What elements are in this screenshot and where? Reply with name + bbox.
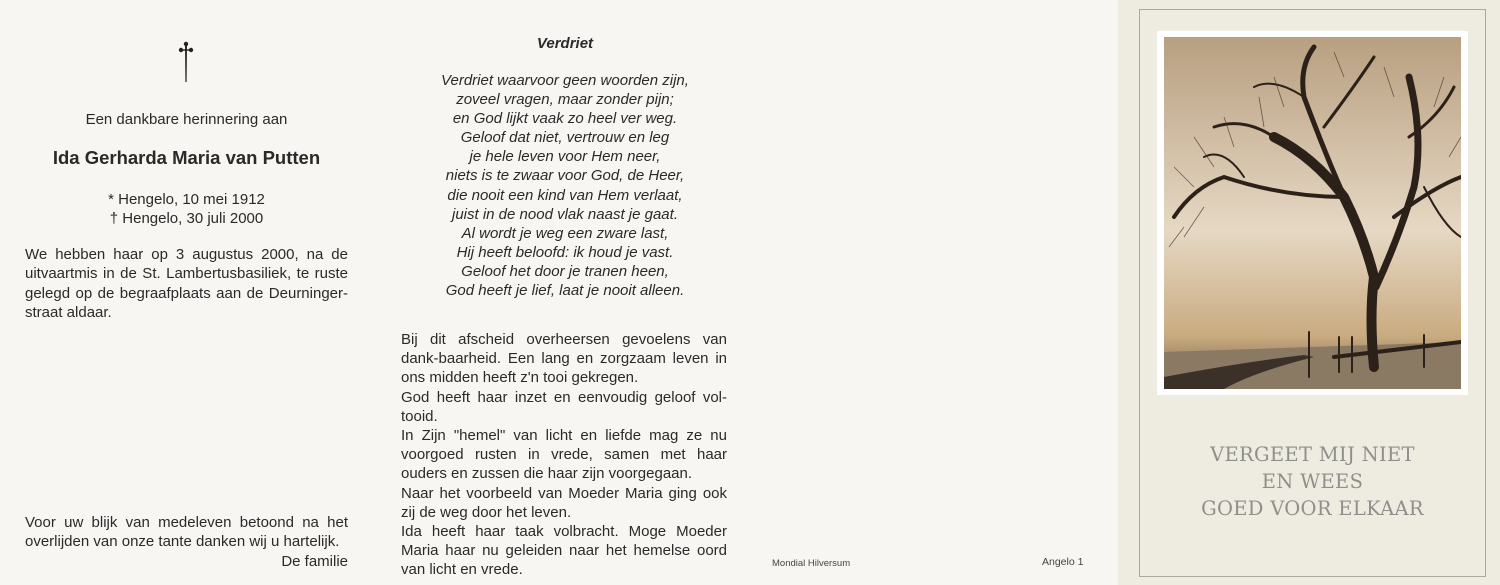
cover-motto: [1160, 441, 1465, 522]
motto-line: EN WEES: [1261, 470, 1364, 493]
poem-line: Verdriet waarvoor geen woorden zijn,: [441, 72, 689, 89]
motto-line: VERGEET MIJ NIET: [1210, 443, 1415, 466]
burial-text: We hebben haar op 3 augustus 2000, na de uitvaartmis in de St. Lambertusbasiliek, te ruste gelegd op de begraafplaats aan de Deurninger-straat aldaar.: [25, 246, 348, 321]
poem-line: Geloof dat niet, vertrouw en leg: [460, 129, 670, 147]
poem-line: Geloof het door je tranen heen,: [461, 262, 669, 280]
poem-line: Hij heeft beloofd: ik houd je vast.: [456, 243, 674, 261]
prose-paragraph: In Zijn "hemel" van licht en liefde mag ze nu voorgoed rusten in vrede, samen met haar ouders en zussen die haar zijn voorgegaan.: [401, 427, 727, 483]
prose-paragraph: Bij dit afscheid overheersen gevoelens van dank-baarheid. Een lang en zorgzaam leven in ons midden heeft z'n tooi gekregen.: [401, 331, 727, 387]
poem-title: Verdriet: [536, 35, 594, 52]
poem-line: Al wordt je weg een zware last,: [461, 224, 669, 242]
prose: [401, 330, 727, 580]
poem-line: je hele leven voor Hem neer,: [469, 148, 661, 166]
prose-paragraph: God heeft haar inzet en eenvoudig geloof vol-tooid.: [401, 388, 727, 425]
death-date: † Hengelo, 30 juli 2000: [109, 210, 264, 227]
poem-line: zoveel vragen, maar zonder pijn;: [456, 91, 674, 109]
thanks-text: Voor uw blijk van medeleven betoond na het overlijden van onze tante danken wij u hartelijk.: [25, 514, 348, 551]
printer-credit: Mondial Hilversum: [772, 558, 851, 569]
poem: [400, 71, 730, 300]
cross-icon: [176, 40, 196, 84]
dates: [25, 190, 348, 228]
poem-line: God heeft je lief, laat je nooit alleen.: [445, 282, 685, 300]
signature: De familie: [281, 552, 348, 570]
poem-line: juist in de nood vlak naast je gaat.: [452, 205, 678, 223]
poem-line: niets is te zwaar voor God, de Heer,: [445, 167, 685, 185]
prose-paragraph: Ida heeft haar taak volbracht. Moge Moeder Maria haar nu geleiden naar het hemelse oord van licht en vrede.: [401, 523, 727, 579]
thanks-block: [25, 513, 348, 571]
motto-line: GOED VOOR ELKAAR: [1201, 497, 1424, 520]
poem-line: die nooit een kind van Hem verlaat,: [447, 186, 683, 204]
prose-paragraph: Naar het voorbeeld van Moeder Maria ging ook zij de weg door het leven.: [401, 484, 727, 521]
birth-date: * Hengelo, 10 mei 1912: [108, 191, 265, 208]
deceased-name: Ida Gerharda Maria van Putten: [52, 147, 321, 168]
intro-text: Een dankbare herinnering aan: [85, 111, 288, 128]
model-credit: Angelo 1: [1042, 556, 1084, 568]
tree-photo: [1164, 37, 1461, 389]
poem-line: en God lijkt vaak zo heel ver weg.: [452, 110, 678, 128]
